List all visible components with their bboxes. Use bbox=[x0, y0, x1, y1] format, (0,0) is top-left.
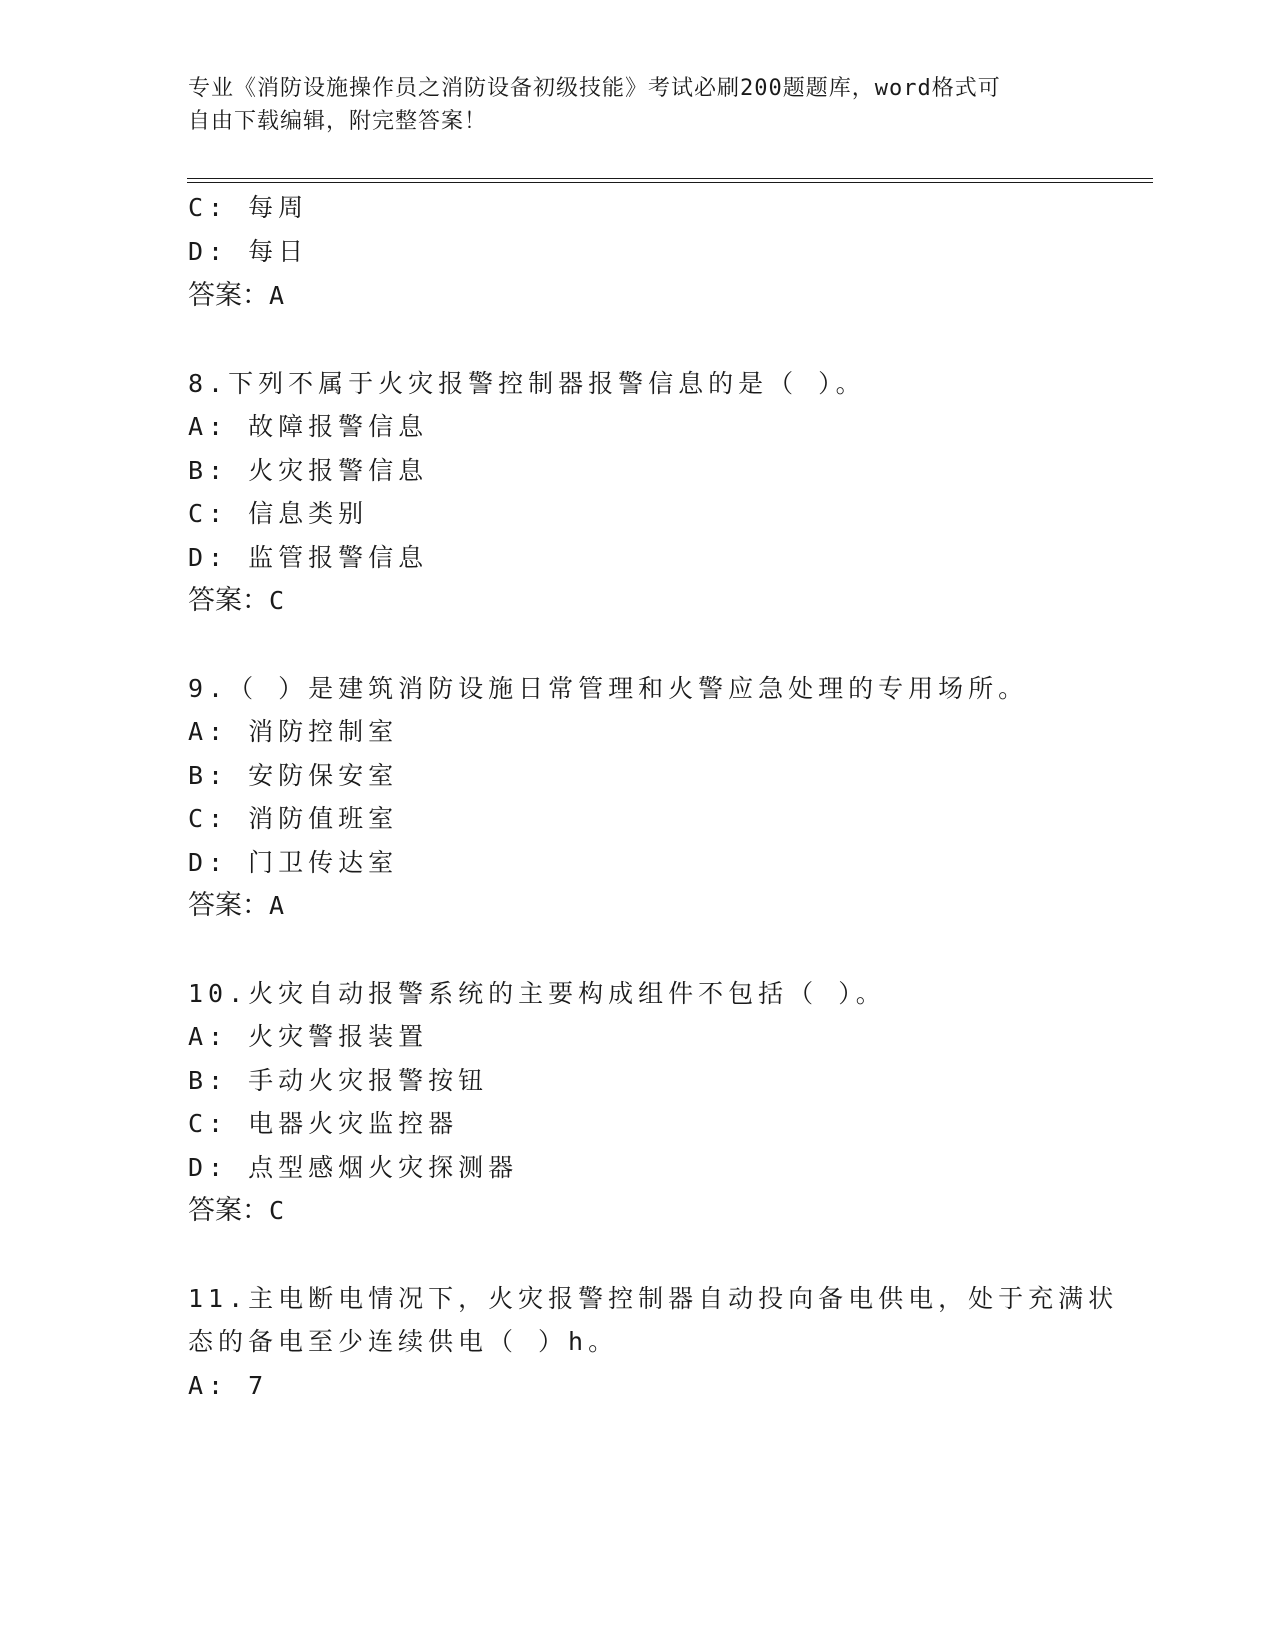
answer-label: 答案： bbox=[188, 280, 269, 311]
answer-label: 答案： bbox=[188, 890, 269, 921]
header-line-1: 专业《消防设施操作员之消防设备初级技能》考试必刷200题题库，word格式可 bbox=[188, 76, 1001, 101]
q10-option-b: B: 手动火灾报警按钮 bbox=[188, 1066, 489, 1095]
q11-question-line-2: 态的备电至少连续供电（ ）h。 bbox=[188, 1327, 619, 1356]
q8-question: 8.下列不属于火灾报警控制器报警信息的是（ ）。 bbox=[188, 369, 866, 398]
q9-option-d: D: 门卫传达室 bbox=[188, 848, 399, 877]
answer-label: 答案： bbox=[188, 1195, 269, 1226]
q11-question-line-1: 11.主电断电情况下，火灾报警控制器自动投向备电供电，处于充满状 bbox=[188, 1284, 1119, 1313]
answer-value: A bbox=[269, 891, 286, 920]
answer-label: 答案： bbox=[188, 585, 269, 616]
q7-option-c: C: 每周 bbox=[188, 193, 309, 222]
q9-option-c: C: 消防值班室 bbox=[188, 804, 399, 833]
q7-answer bbox=[188, 280, 285, 312]
header-divider bbox=[187, 178, 1153, 183]
document-header bbox=[188, 72, 1068, 138]
q10-option-a: A: 火灾警报装置 bbox=[188, 1022, 429, 1051]
q8-option-b: B: 火灾报警信息 bbox=[188, 456, 429, 485]
answer-value: C bbox=[269, 1196, 286, 1225]
q10-question: 10.火灾自动报警系统的主要构成组件不包括（ ）。 bbox=[188, 979, 886, 1008]
q9-option-a: A: 消防控制室 bbox=[188, 717, 399, 746]
q8-option-a: A: 故障报警信息 bbox=[188, 412, 429, 441]
q9-option-b: B: 安防保安室 bbox=[188, 761, 399, 790]
q11-option-a: A: 7 bbox=[188, 1371, 269, 1400]
q10-answer bbox=[188, 1195, 285, 1227]
q9-answer bbox=[188, 890, 285, 922]
q8-option-d: D: 监管报警信息 bbox=[188, 543, 429, 572]
q10-option-c: C: 电器火灾监控器 bbox=[188, 1109, 459, 1138]
header-line-2: 自由下载编辑，附完整答案！ bbox=[188, 109, 488, 134]
answer-value: C bbox=[269, 586, 286, 615]
answer-value: A bbox=[269, 281, 286, 310]
q7-option-d: D: 每日 bbox=[188, 237, 309, 266]
q9-question: 9.（ ）是建筑消防设施日常管理和火警应急处理的专用场所。 bbox=[188, 674, 1029, 703]
q8-option-c: C: 信息类别 bbox=[188, 499, 369, 528]
q10-option-d: D: 点型感烟火灾探测器 bbox=[188, 1153, 519, 1182]
q8-answer bbox=[188, 585, 285, 617]
